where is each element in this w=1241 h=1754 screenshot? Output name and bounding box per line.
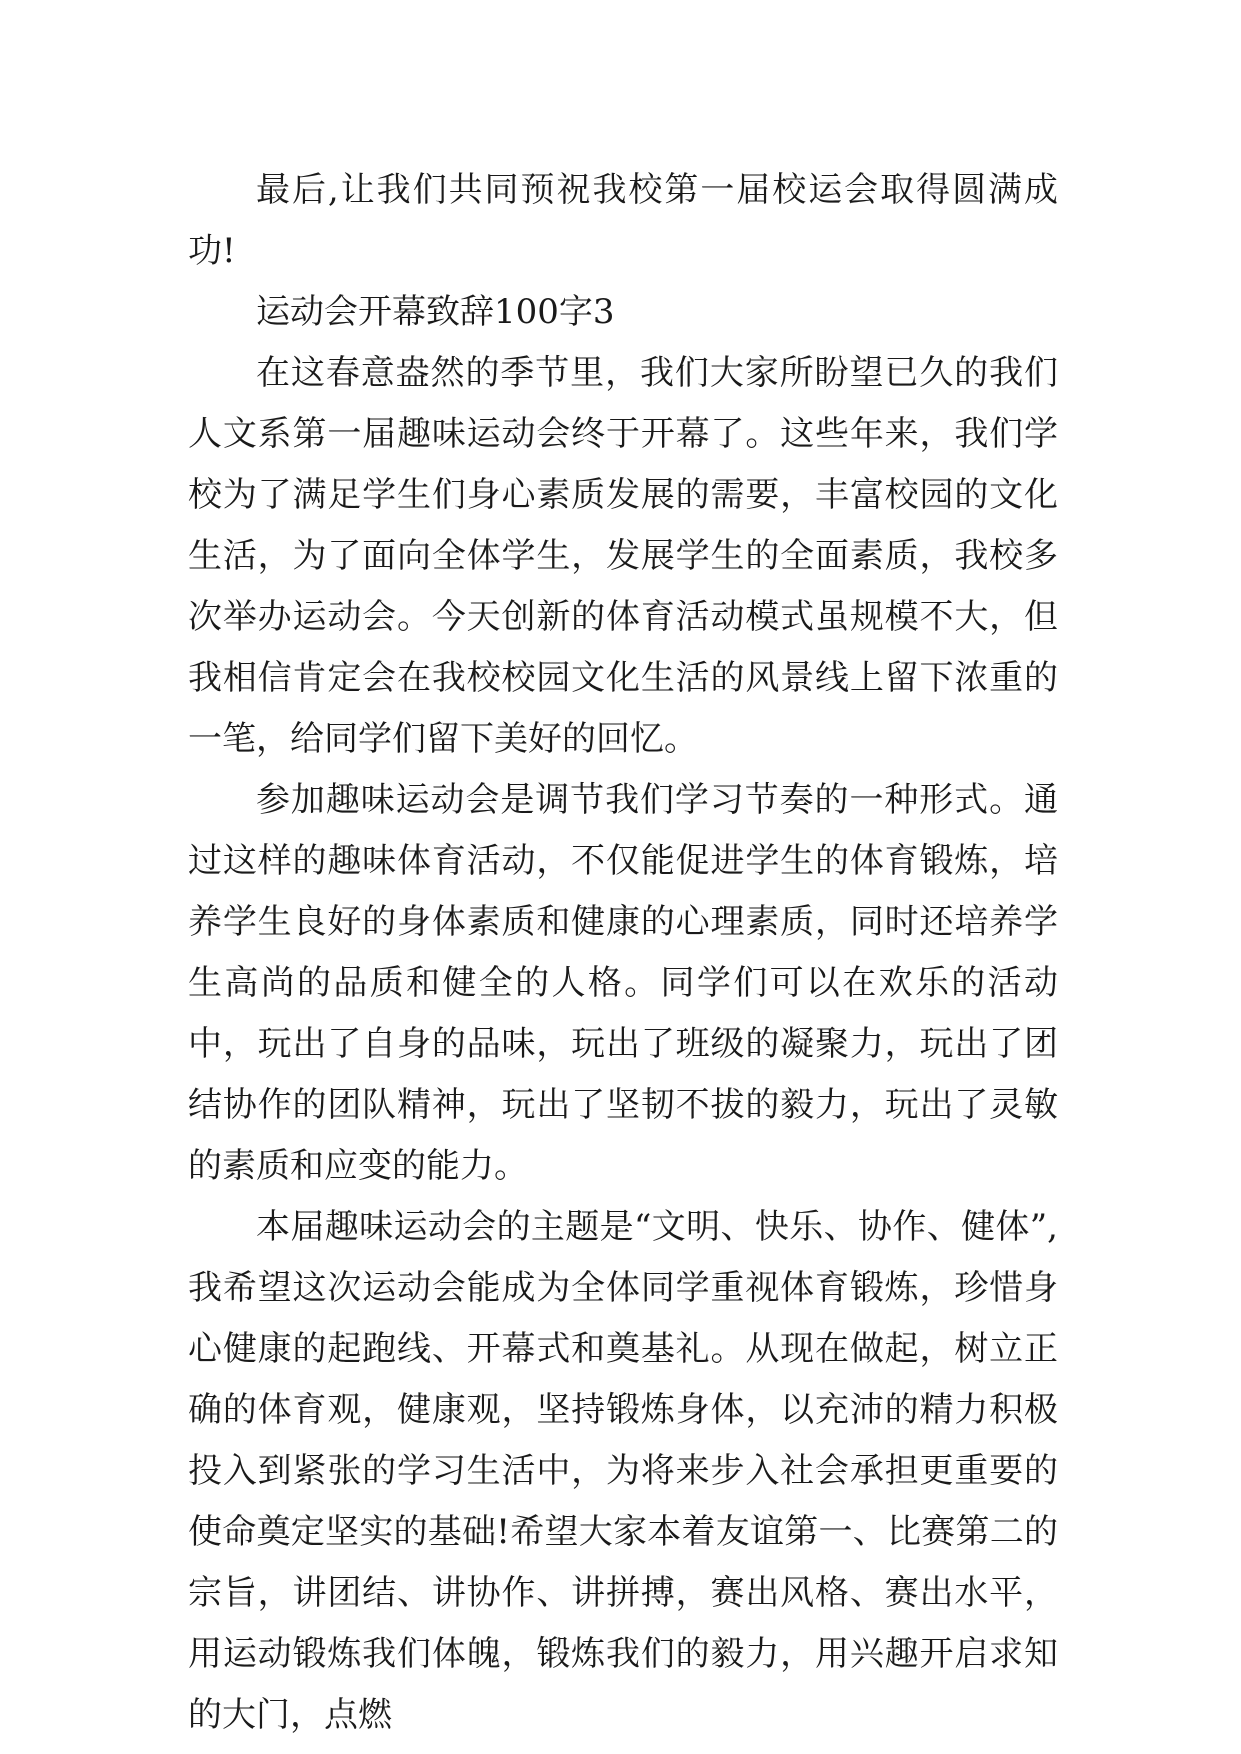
body-paragraph: 参加趣味运动会是调节我们学习节奏的一种形式。通过这样的趣味体育活动，不仅能促进学生的体育锻炼，培养学生良好的身体素质和健康的心理素质，同时还培养学生高尚的品质和健全的人格。同学们可以在欢乐的活动中，玩出了自身的品味，玩出了班级的凝聚力，玩出了团结协作的团队精神，玩出了坚韧不拔的毅力，玩出了灵敏的素质和应变的能力。: [188, 780, 1058, 1186]
section-heading: 运动会开幕致辞100字3: [256, 292, 615, 332]
closing-paragraph: 最后,让我们共同预祝我校第一届校运会取得圆满成功!: [188, 170, 1058, 271]
body-paragraph: 在这春意盎然的季节里，我们大家所盼望已久的我们人文系第一届趣味运动会终于开幕了。这些年来，我们学校为了满足学生们身心素质发展的需要，丰富校园的文化生活，为了面向全体学生，发展学生的全面素质，我校多次举办运动会。今天创新的体育活动模式虽规模不大，但我相信肯定会在我校校园文化生活的风景线上留下浓重的一笔，给同学们留下美好的回忆。: [188, 353, 1058, 759]
body-paragraph: 本届趣味运动会的主题是“文明、快乐、协作、健体”,我希望这次运动会能成为全体同学重视体育锻炼，珍惜身心健康的起跑线、开幕式和奠基礼。从现在做起，树立正确的体育观，健康观，坚持锻炼身体，以充沛的精力积极投入到紧张的学习生活中，为将来步入社会承担更重要的使命奠定坚实的基础!希望大家本着友谊第一、比赛第二的宗旨，讲团结、讲协作、讲拼搏，赛出风格、赛出水平，用运动锻炼我们体魄，锻炼我们的毅力，用兴趣开启求知的大门，点燃: [188, 1207, 1058, 1735]
document-body: [188, 160, 1058, 1746]
